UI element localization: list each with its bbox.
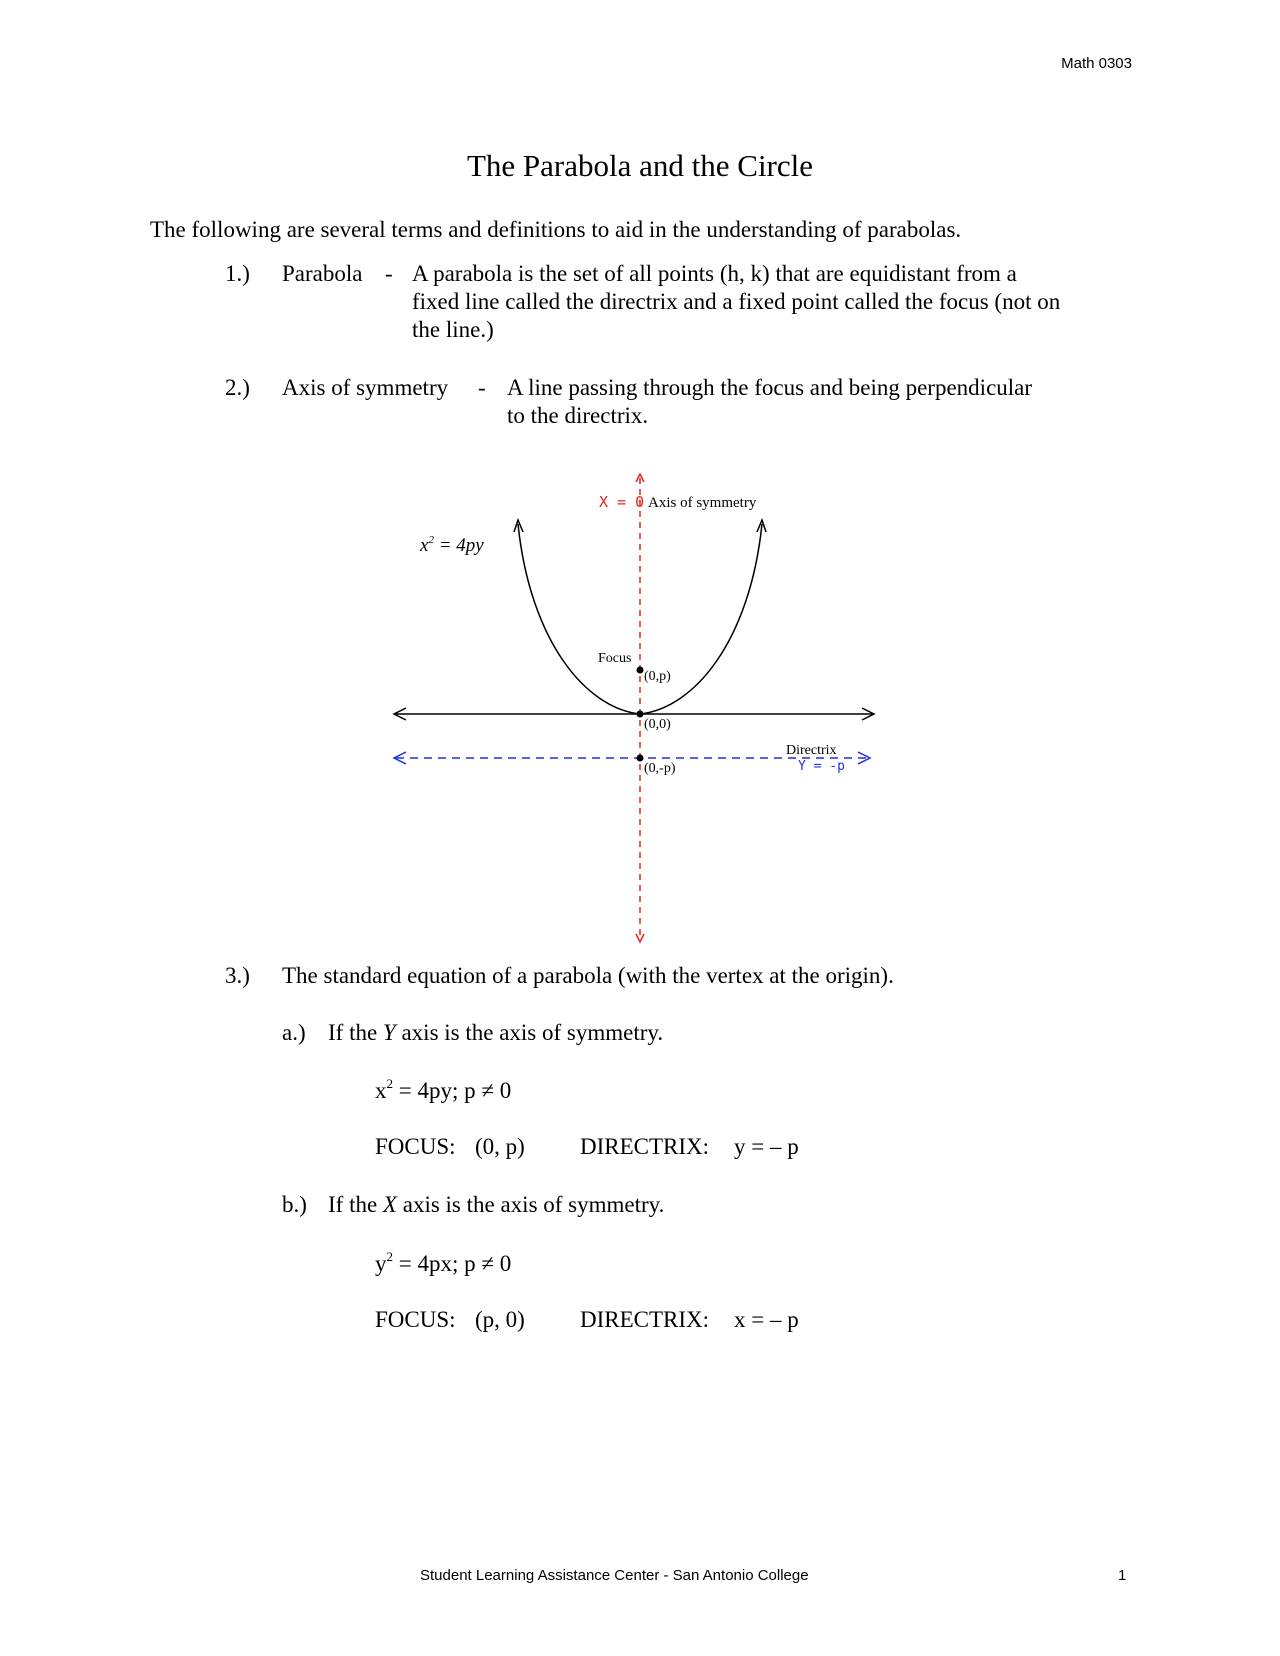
axis-equation-label: X = 0: [599, 493, 645, 511]
case-b-focus-label: FOCUS:: [375, 1307, 456, 1332]
definition-2-dash: -: [478, 375, 486, 400]
case-a-focus-label: FOCUS:: [375, 1134, 456, 1159]
definition-1-dash: -: [385, 261, 393, 286]
parabola-diagram: [390, 470, 890, 950]
case-b-equation: $y^2 = 4px$; p ≠ 0: [375, 1249, 512, 1276]
directrix-label: Directrix: [786, 743, 837, 758]
page-number: 1: [1118, 1567, 1127, 1584]
definition-1-term: Parabola: [282, 261, 363, 286]
case-a-directrix-label: DIRECTRIX:: [580, 1134, 710, 1159]
definition-2-line-1: A line passing through the focus and being perpendicular: [507, 375, 1033, 400]
case-b-focus-value: (p, 0): [475, 1307, 525, 1332]
case-b-directrix-label: DIRECTRIX:: [580, 1307, 710, 1332]
definition-2-term: Axis of symmetry: [282, 375, 449, 400]
directrix-equation-label: Y = -p: [798, 759, 845, 774]
vertex-point: [637, 711, 644, 718]
case-a-focus-value: (0, p): [475, 1134, 525, 1159]
parabola-curve: [518, 524, 762, 714]
case-b-letter: b.): [282, 1192, 307, 1217]
focus-point-label: (0,p): [644, 669, 671, 684]
parabola-diagram-svg: [390, 470, 890, 950]
case-a-equation: $x^2 = 4py$; p ≠ 0: [375, 1076, 512, 1103]
axis-of-symmetry-label: Axis of symmetry: [648, 495, 757, 511]
case-a-letter: a.): [282, 1020, 306, 1045]
directrix-point-label: (0,-p): [644, 761, 676, 776]
footer-center: Student Learning Assistance Center - San Antonio College: [420, 1567, 809, 1584]
focus-label: Focus: [598, 651, 632, 666]
case-a-directrix-value: y = – p: [734, 1134, 799, 1159]
vertex-point-label: (0,0): [644, 717, 671, 732]
definition-1-line-1: A parabola is the set of all points (h, k) that are equidistant from a: [412, 261, 1017, 286]
definition-2-line-2: to the directrix.: [507, 403, 649, 428]
focus-point: [637, 667, 644, 674]
course-header: Math 0303: [1061, 55, 1132, 72]
case-b-description: If the X axis is the axis of symmetry.: [328, 1192, 665, 1217]
definition-1-line-2: fixed line called the directrix and a fixed point called the focus (not on: [412, 289, 1061, 314]
intro-paragraph: The following are several terms and definitions to aid in the understanding of parabolas.: [150, 217, 962, 242]
standard-number: 3.): [225, 963, 250, 988]
case-a-description: If the Y axis is the axis of symmetry.: [328, 1020, 664, 1045]
standard-text: The standard equation of a parabola (with the vertex at the origin).: [282, 963, 894, 988]
page-title: The Parabola and the Circle: [466, 148, 814, 183]
definition-1-line-3: the line.): [412, 317, 494, 342]
case-b-directrix-value: x = – p: [734, 1307, 799, 1332]
definition-1-number: 1.): [225, 261, 250, 286]
definition-2-number: 2.): [225, 375, 250, 400]
curve-equation-label: $x^2 = 4py$: [420, 534, 484, 556]
directrix-axis-point: [637, 755, 644, 762]
